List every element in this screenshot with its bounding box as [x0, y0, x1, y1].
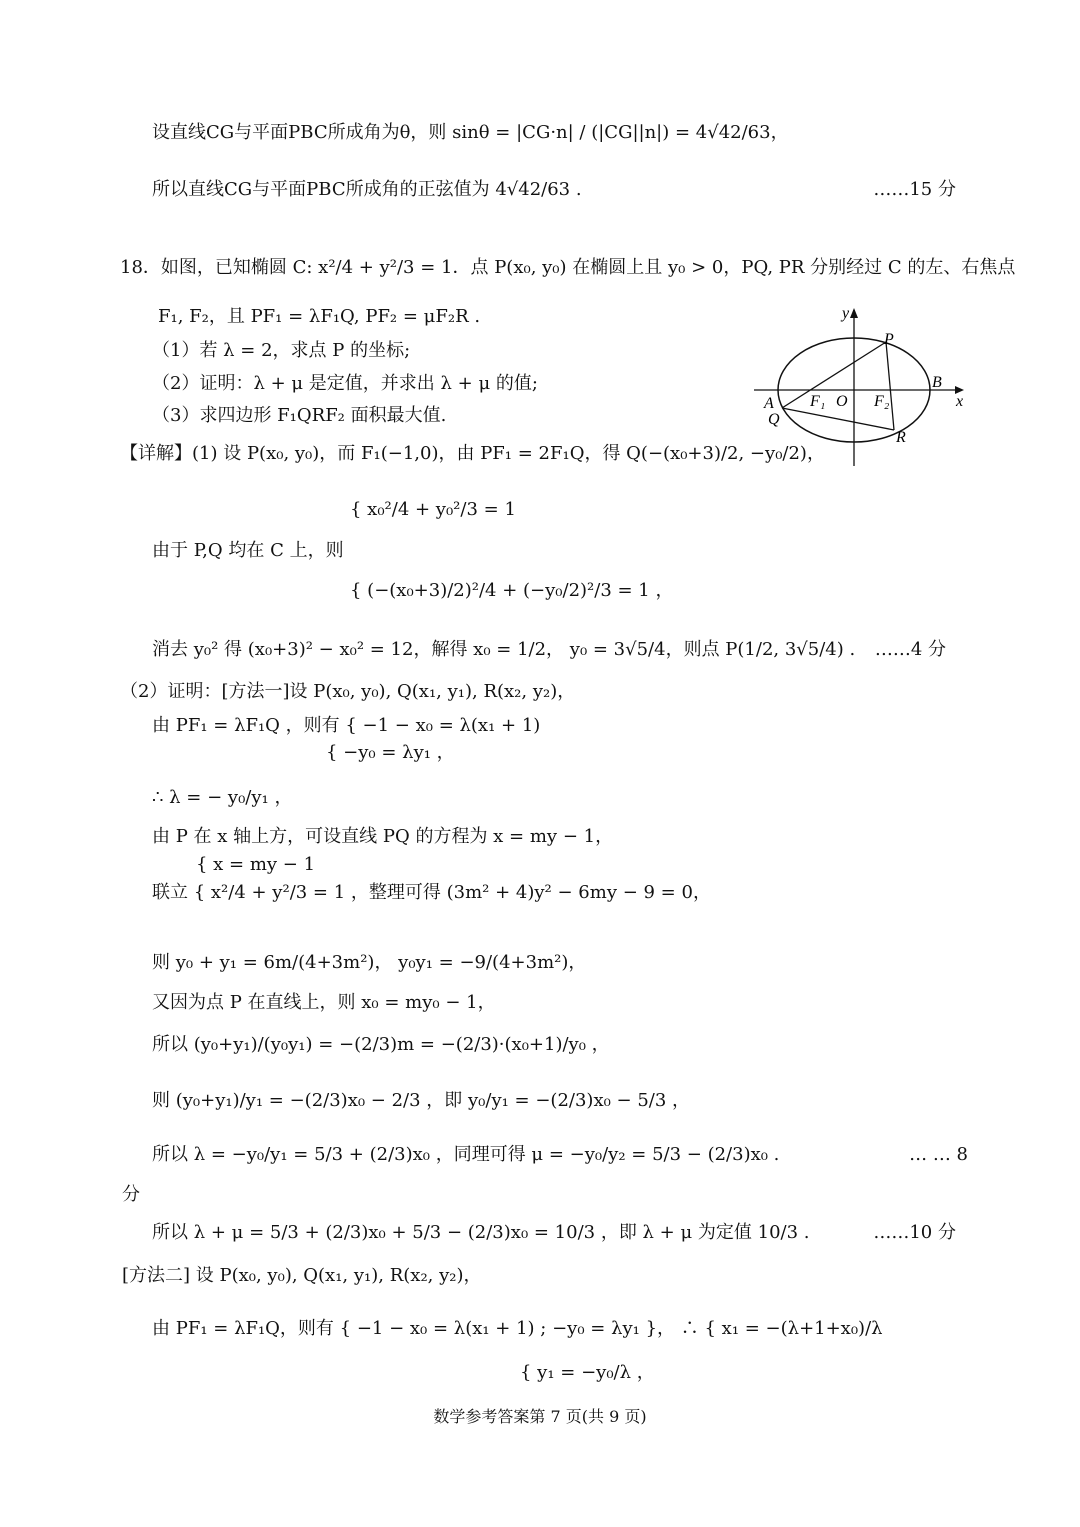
label-x: x	[956, 393, 964, 410]
text-line: 则 (y₀+y₁)/y₁ = −(2/3)x₀ − 2/3 ，即 y₀/y₁ = −(2/3)x₀ − 5/3 ，	[152, 1090, 691, 1111]
label-A: A	[764, 395, 774, 412]
text-line: 又因为点 P 在直线上，则 x₀ = my₀ − 1，	[152, 992, 496, 1013]
text-line: 由 PF₁ = λF₁Q ，则有 { −1 − x₀ = λ(x₁ + 1)	[152, 715, 541, 736]
text-line: F₁, F₂，且 PF₁ = λF₁Q, PF₂ = μF₂R .	[158, 306, 481, 327]
subquestion-1: （1）若 λ = 2，求点 P 的坐标;	[152, 340, 411, 361]
subquestion-2: （2）证明：λ + μ 是定值，并求出 λ + μ 的值;	[152, 373, 538, 394]
label-F2: F₂	[874, 393, 890, 410]
label-O: O	[836, 393, 848, 410]
ellipse-figure	[750, 296, 990, 472]
text-line: ∴ λ = − y₀/y₁ ，	[152, 787, 293, 808]
text-line: 设直线CG与平面PBC所成角为θ，则 sinθ = |CG·n| / (|CG||n|) = 4√42/63，	[152, 122, 789, 143]
equation-line: { −y₀ = λy₁ ，	[326, 742, 455, 763]
method-two-heading: [方法二] 设 P(x₀, y₀), Q(x₁, y₁), R(x₂, y₂)，	[122, 1265, 482, 1286]
text-line: 所以 λ = −y₀/y₁ = 5/3 + (2/3)x₀ ，同理可得 μ = −y₀/y₂ = 5/3 − (2/3)x₀ .	[152, 1144, 780, 1165]
text-line: 所以 (y₀+y₁)/(y₀y₁) = −(2/3)m = −(2/3)·(x₀+1)/y₀ ，	[152, 1034, 610, 1055]
equation-line: { x₀²/4 + y₀²/3 = 1	[350, 499, 516, 520]
text-line: 所以 λ + μ = 5/3 + (2/3)x₀ + 5/3 − (2/3)x₀ = 10/3 ，即 λ + μ 为定值 10/3 .	[152, 1222, 810, 1243]
method-one-heading: （2）证明：[方法一]设 P(x₀, y₀), Q(x₁, y₁), R(x₂, y₂)，	[120, 681, 576, 702]
score-mark: … … 8	[909, 1144, 968, 1165]
label-y: y	[842, 305, 850, 322]
text-line: 由 P 在 x 轴上方，可设直线 PQ 的方程为 x = my − 1，	[152, 826, 614, 847]
chord-pq	[782, 342, 886, 408]
score-mark: ……15 分	[873, 179, 956, 200]
page-footer: 数学参考答案第 7 页(共 9 页)	[433, 1407, 647, 1426]
text-line: 消去 y₀² 得 (x₀+3)² − x₀² = 12，解得 x₀ = 1/2， y₀ = 3√5/4，则点 P(1/2, 3√5/4) .	[152, 639, 856, 660]
label-R: R	[896, 429, 906, 446]
score-mark: ……4 分	[874, 639, 946, 660]
equation-line: { y₁ = −y₀/λ ，	[520, 1362, 655, 1383]
subquestion-3: （3）求四边形 F₁QRF₂ 面积最大值.	[152, 405, 447, 426]
chord-pr	[886, 342, 894, 430]
text-line: 则 y₀ + y₁ = 6m/(4+3m²)， y₀y₁ = −9/(4+3m²)，	[152, 952, 587, 973]
equation-line: { x = my − 1	[196, 854, 316, 875]
text-line: 分	[122, 1184, 140, 1205]
text-line: 所以直线CG与平面PBC所成角的正弦值为 4√42/63 .	[152, 179, 582, 200]
score-mark: ……10 分	[873, 1222, 956, 1243]
label-F1: F₁	[810, 393, 826, 410]
y-axis-arrow	[850, 308, 858, 318]
equation-line: { (−(x₀+3)/2)²/4 + (−y₀/2)²/3 = 1 ，	[350, 580, 674, 601]
text-line: 由 PF₁ = λF₁Q，则有 { −1 − x₀ = λ(x₁ + 1) ; −y₀ = λy₁ }， ∴ { x₁ = −(λ+1+x₀)/λ	[152, 1318, 883, 1339]
problem-18-stem: 18．如图，已知椭圆 C: x²/4 + y²/3 = 1．点 P(x₀, y₀) 在椭圆上且 y₀ > 0，PQ, PR 分别经过 C 的左、右焦点	[120, 257, 1016, 278]
segment-qr	[782, 408, 894, 430]
label-Q: Q	[768, 411, 780, 428]
text-line: 由于 P,Q 均在 C 上，则	[152, 540, 344, 561]
label-P: P	[884, 331, 894, 348]
text-line: 联立 { x²/4 + y²/3 = 1 ，整理可得 (3m² + 4)y² − 6my − 9 = 0，	[152, 882, 711, 903]
label-B: B	[932, 374, 942, 391]
solution-heading: 【详解】(1) 设 P(x₀, y₀)，而 F₁(−1,0)，由 PF₁ = 2F₁Q，得 Q(−(x₀+3)/2, −y₀/2)，	[120, 443, 825, 464]
